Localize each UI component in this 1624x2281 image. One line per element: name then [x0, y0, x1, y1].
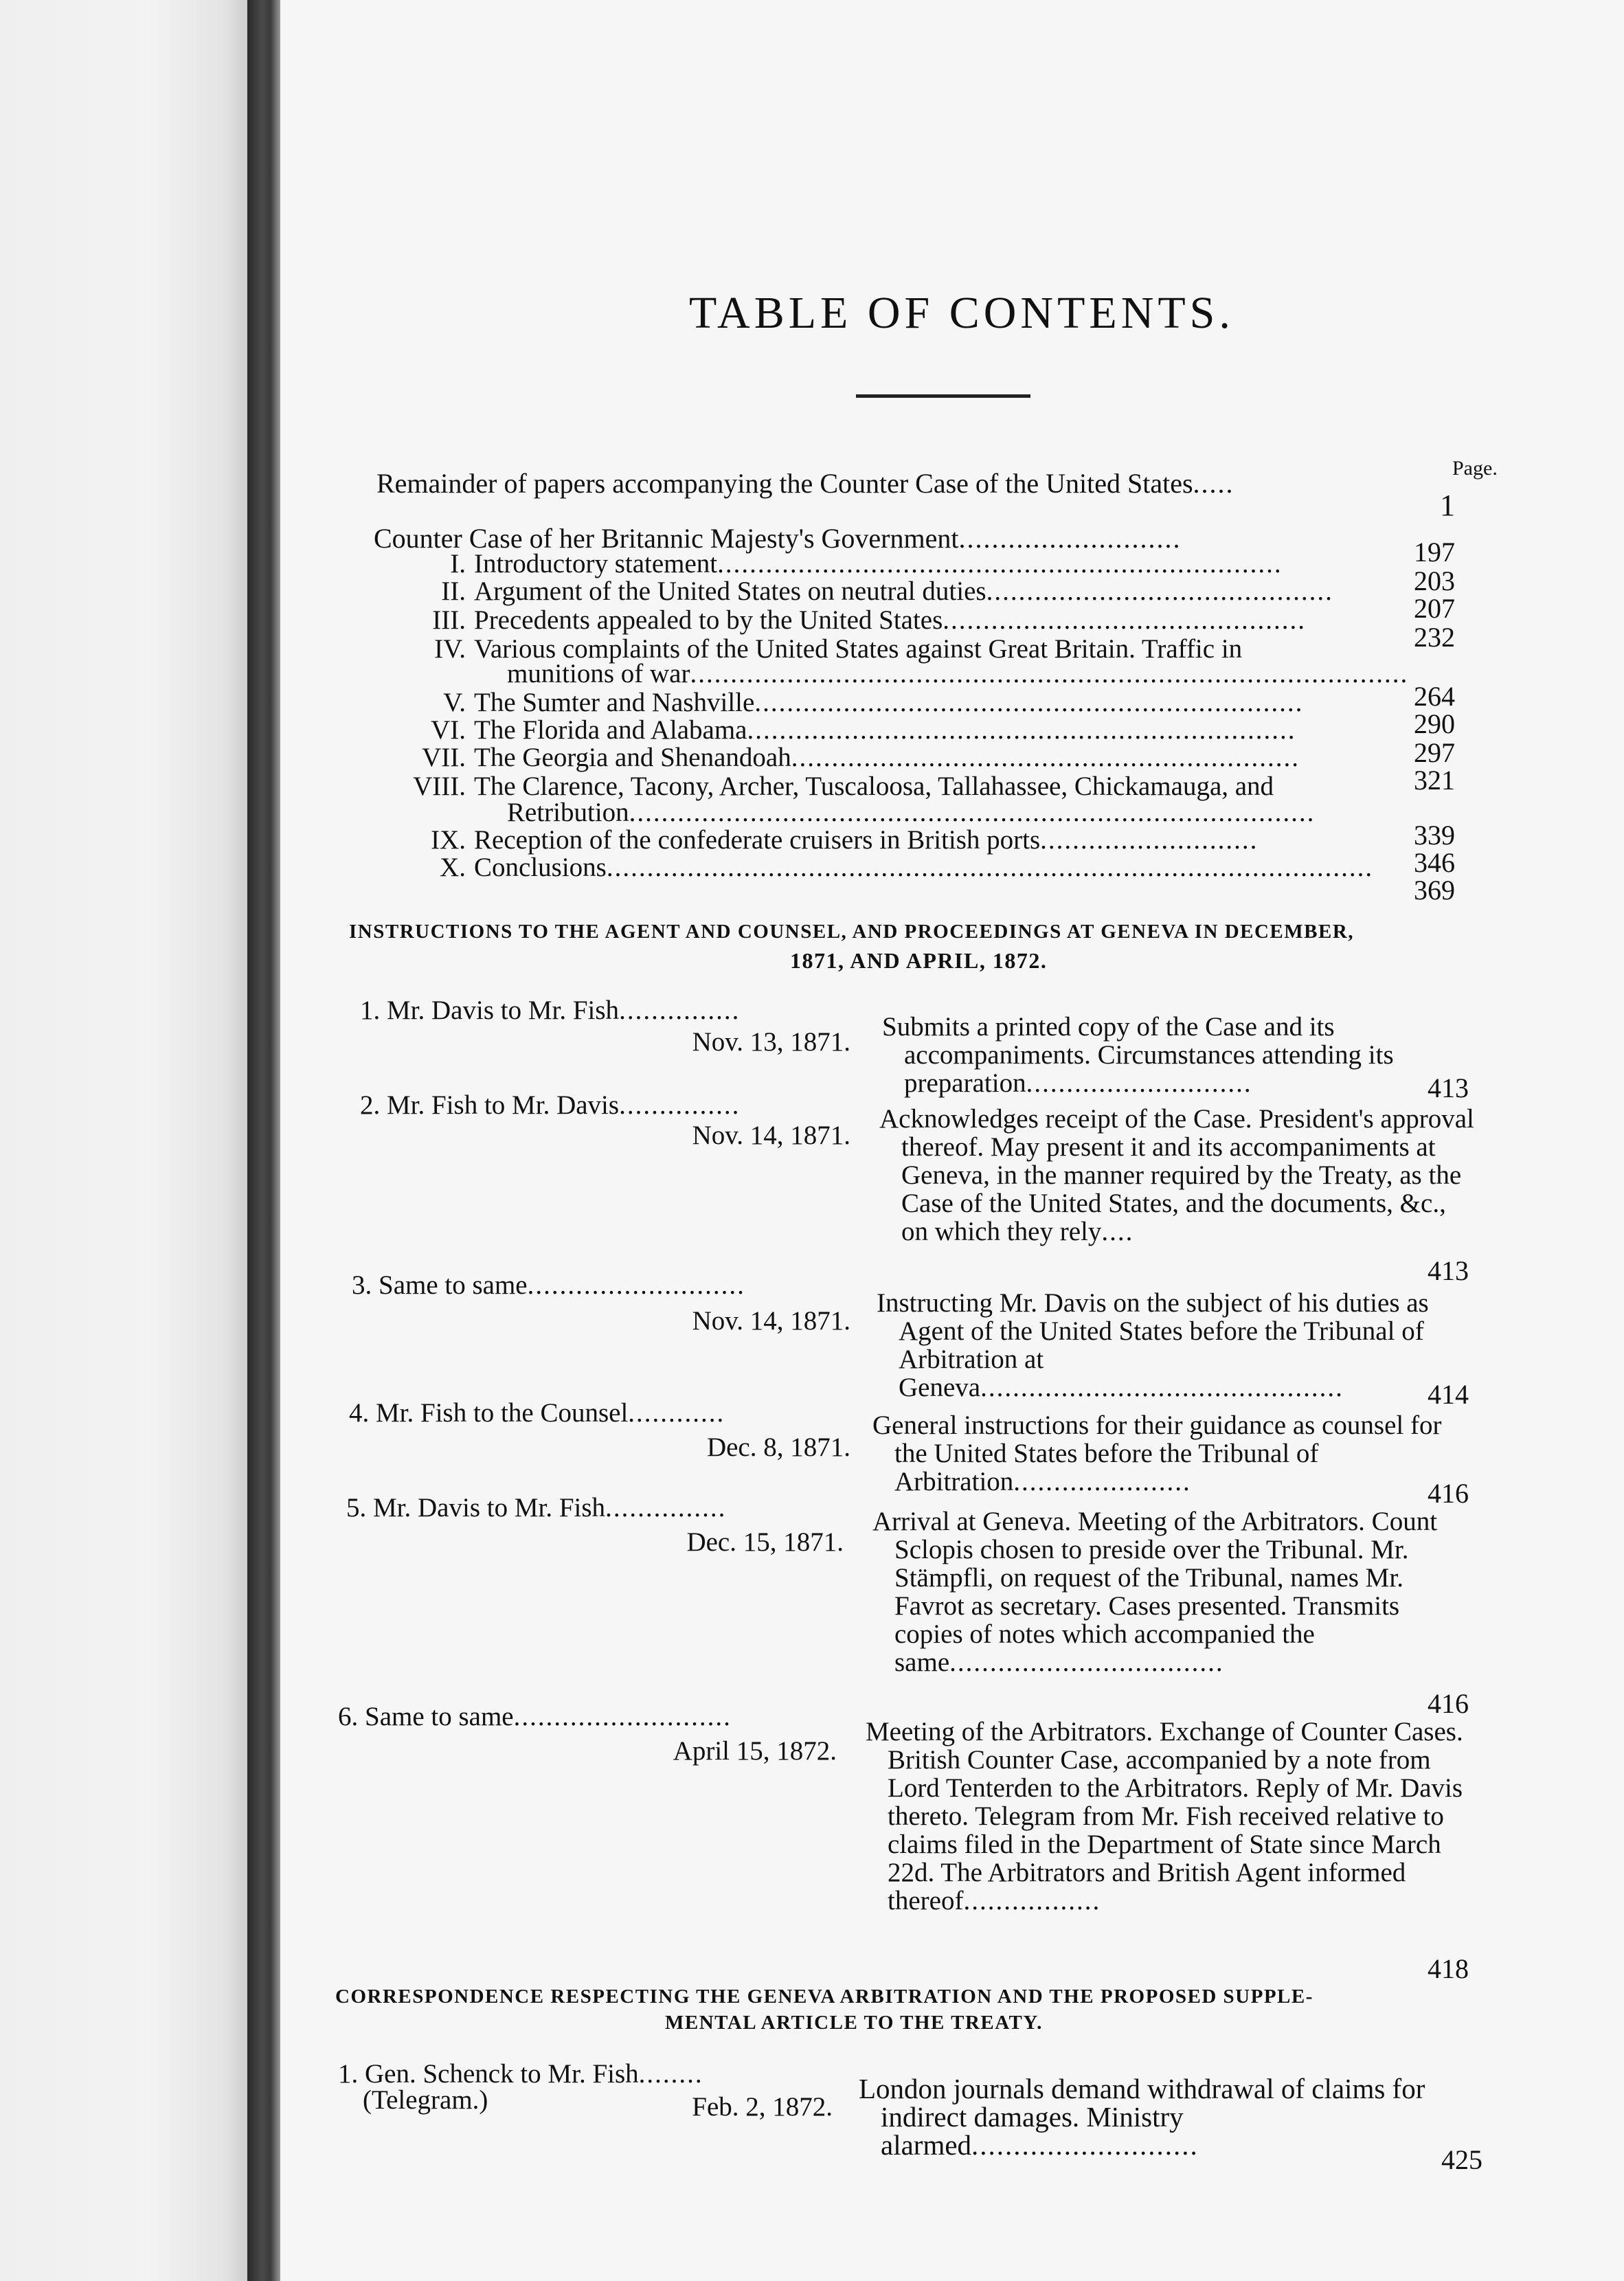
- toc-page-number: 413: [1428, 1255, 1469, 1286]
- chapter-entry[interactable]: The Sumter and Nashville....................................................................: [474, 688, 1304, 717]
- chapter-numeral: I.: [450, 549, 466, 578]
- chapter-numeral: III.: [432, 605, 466, 635]
- entry-description: General instructions for their guidance as counsel for the United States before the Tribunal of Arbitration......................: [872, 1411, 1442, 1496]
- entry-date: Dec. 15, 1871.: [686, 1527, 844, 1557]
- entry-description: Arrival at Geneva. Meeting of the Arbitrators. Count Sclopis chosen to preside over the Tribunal. Mr. Stämpfli, on request of the Tribunal, names Mr. Favrot as secretary. Cases presented. Transmits copies of notes which accompanied the same..................................: [872, 1507, 1438, 1677]
- entry-description: Submits a printed copy of the Case and its accompaniments. Circumstances attending its preparation............................: [882, 1012, 1394, 1098]
- entry-date: Dec. 8, 1871.: [706, 1432, 850, 1462]
- page-title: TABLE OF CONTENTS.: [689, 288, 1234, 338]
- toc-entry-remainder[interactable]: Remainder of papers accompanying the Counter Case of the United States.....: [376, 468, 1234, 499]
- entry-date: April 15, 1872.: [673, 1736, 837, 1766]
- chapter-numeral: VIII.: [413, 772, 466, 801]
- chapter-numeral: VI.: [431, 715, 466, 745]
- toc-page-number: 369: [1414, 875, 1455, 906]
- toc-page-number: 203: [1414, 565, 1455, 596]
- section-heading-instructions: INSTRUCTIONS TO THE AGENT AND COUNSEL, AND PROCEEDINGS AT GENEVA IN DECEMBER,: [349, 921, 1355, 943]
- chapter-numeral: IX.: [431, 825, 466, 855]
- toc-page-number: 416: [1428, 1478, 1469, 1509]
- document-entry[interactable]: 1. Gen. Schenck to Mr. Fish........: [338, 2059, 703, 2089]
- toc-page-number: 264: [1414, 681, 1455, 712]
- chapter-entry[interactable]: Various complaints of the United States against Great Britain. Traffic in: [474, 634, 1243, 664]
- toc-page-number: 297: [1414, 737, 1455, 768]
- chapter-entry[interactable]: Reception of the confederate cruisers in British ports...........................: [474, 825, 1259, 855]
- toc-page-number: 418: [1428, 1953, 1469, 1984]
- chapter-entry-continued: Retribution.....................................................................................: [507, 798, 1316, 827]
- chapter-entry[interactable]: Conclusions...............................................................................................: [474, 853, 1374, 882]
- chapter-entry[interactable]: Introductory statement......................................................................: [474, 549, 1283, 578]
- chapter-numeral: VII.: [422, 743, 466, 772]
- contents-page: [280, 0, 1624, 2281]
- toc-page-number: 207: [1414, 593, 1455, 624]
- toc-page-number: 197: [1414, 537, 1455, 568]
- document-entry[interactable]: 2. Mr. Fish to Mr. Davis...............: [360, 1090, 741, 1120]
- chapter-numeral: X.: [440, 853, 466, 882]
- entry-description: Acknowledges receipt of the Case. President's approval thereof. May present it and its accompaniments at Geneva, in the manner required by the Treaty, as the Case of the United States, and the documents, &c., on which they rely....: [879, 1104, 1474, 1246]
- chapter-entry[interactable]: Precedents appealed to by the United States.............................................: [474, 605, 1307, 635]
- section-heading-instructions-line2: 1871, AND APRIL, 1872.: [790, 948, 1048, 973]
- chapter-entry[interactable]: The Georgia and Shenandoah...............................................................: [474, 743, 1300, 772]
- entry-description: Instructing Mr. Davis on the subject of his duties as Agent of the United States before the Tribunal of Arbitration at Geneva.............................................: [877, 1288, 1429, 1402]
- entry-date: Nov. 14, 1871.: [692, 1306, 850, 1336]
- toc-page-number: 1: [1440, 488, 1455, 522]
- toc-page-number: 425: [1441, 2144, 1482, 2175]
- entry-date: Nov. 14, 1871.: [692, 1121, 850, 1150]
- entry-date: Nov. 13, 1871.: [692, 1027, 850, 1057]
- entry-subtitle: (Telegram.): [363, 2085, 488, 2115]
- chapter-numeral: IV.: [434, 634, 466, 664]
- document-entry[interactable]: 3. Same to same...........................: [352, 1270, 745, 1300]
- entry-date: Feb. 2, 1872.: [692, 2092, 833, 2122]
- toc-page-number: 321: [1414, 765, 1455, 796]
- document-entry[interactable]: 6. Same to same...........................: [338, 1702, 732, 1731]
- toc-page-number: 290: [1414, 708, 1455, 739]
- section-heading-correspondence-line2: MENTAL ARTICLE TO THE TREATY.: [665, 2012, 1043, 2034]
- toc-page-number: 414: [1428, 1379, 1469, 1410]
- toc-page-number: 232: [1414, 622, 1455, 653]
- document-entry[interactable]: 1. Mr. Davis to Mr. Fish...............: [360, 996, 741, 1025]
- toc-page-number: 346: [1414, 847, 1455, 878]
- document-entry[interactable]: 5. Mr. Davis to Mr. Fish...............: [346, 1493, 727, 1522]
- page-column-header: Page.: [1452, 457, 1498, 480]
- chapter-entry-continued: munitions of war.........................................................................................: [507, 659, 1409, 688]
- chapter-numeral: II.: [441, 576, 466, 606]
- chapter-entry[interactable]: The Clarence, Tacony, Archer, Tuscaloosa, Tallahassee, Chickamauga, and: [474, 772, 1274, 801]
- entry-description: Meeting of the Arbitrators. Exchange of Counter Cases. British Counter Case, accompanied by a note from Lord Tenterden to the Arbitrators. Reply of Mr. Davis thereto. Telegram from Mr. Fish received relative to claims filed in the Department of State since March 22d. The Arbitrators and British Agent informed thereof.................: [866, 1717, 1463, 1915]
- chapter-numeral: V.: [443, 688, 466, 717]
- toc-page-number: 339: [1414, 820, 1455, 851]
- document-entry[interactable]: 4. Mr. Fish to the Counsel............: [349, 1398, 725, 1428]
- section-heading-correspondence: CORRESPONDENCE RESPECTING THE GENEVA ARBITRATION AND THE PROPOSED SUPPLE-: [335, 1986, 1313, 2008]
- book-spine: [247, 0, 280, 2281]
- toc-entry-counter-case[interactable]: Counter Case of her Britannic Majesty's Government...........................: [374, 523, 1182, 554]
- title-rule: [856, 394, 1030, 398]
- entry-description: London journals demand withdrawal of claims for indirect damages. Ministry alarmed...........................: [859, 2073, 1425, 2161]
- chapter-entry[interactable]: The Florida and Alabama....................................................................: [474, 715, 1296, 745]
- chapter-entry[interactable]: Argument of the United States on neutral duties...........................................: [474, 576, 1333, 606]
- toc-page-number: 416: [1428, 1688, 1469, 1719]
- facing-page: [0, 0, 247, 2281]
- toc-page-number: 413: [1428, 1072, 1469, 1103]
